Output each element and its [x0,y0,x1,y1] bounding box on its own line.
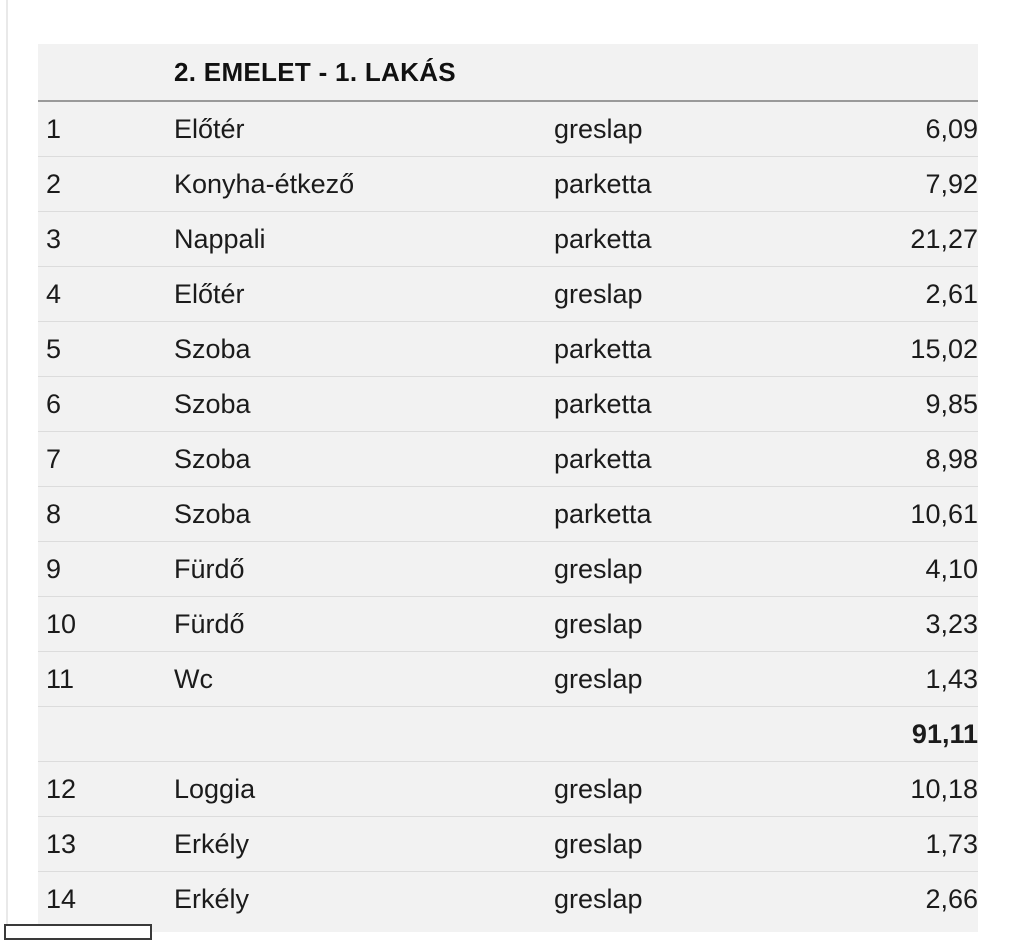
table-row [38,762,986,817]
cell-material: greslap [554,817,854,872]
cell-material: parketta [554,487,854,542]
cell-number: 14 [46,884,77,914]
cell-material: parketta [554,212,854,267]
cell-number: 7 [38,432,174,487]
cell-area: 2,66 [925,884,978,914]
cell-area: 10,61 [854,487,986,542]
cell-number: 5 [38,322,174,377]
table-row [38,542,986,597]
cell-name: Szoba [174,487,554,542]
cell-number: 6 [38,377,174,432]
cell-material: greslap [554,597,854,652]
cell-number: 2 [38,157,174,212]
cell-number: 12 [38,762,174,817]
cell-area: 1,73 [854,817,986,872]
cell-material: parketta [554,322,854,377]
cell-area: 91,11 [854,707,986,762]
cell-name: Wc [174,652,554,707]
table-total-row [38,707,986,762]
cell-area: 2,61 [854,267,986,322]
room-schedule-table-container [38,44,978,932]
cell-number: 1 [38,101,174,157]
table-row [38,322,986,377]
table-header-row [38,44,986,101]
cell-name: Előtér [174,101,554,157]
cell-area: 15,02 [854,322,986,377]
table-row [38,817,986,872]
table-row [38,652,986,707]
cell-material: greslap [554,884,643,914]
cell-area: 9,85 [854,377,986,432]
cell-name: Fürdő [174,542,554,597]
table-row [38,157,986,212]
table-row [38,101,986,157]
table-row [38,267,986,322]
bottom-tab-marker [4,924,152,940]
header-cell-title: 2. EMELET - 1. LAKÁS [174,44,554,101]
cell-number [38,707,174,762]
cell-area: 4,10 [854,542,986,597]
room-schedule-table [38,44,986,926]
cell-material: greslap [554,542,854,597]
cell-area: 8,98 [854,432,986,487]
table-row [38,377,986,432]
cell-name: Nappali [174,212,554,267]
cell-area: 3,23 [854,597,986,652]
table-row [38,432,986,487]
page-left-rule [6,0,8,940]
header-cell-area [854,44,986,101]
cell-material: greslap [554,762,854,817]
cell-area: 1,43 [854,652,986,707]
cell-number: 8 [38,487,174,542]
cell-material [554,707,854,762]
cell-name: Szoba [174,322,554,377]
cell-name [174,707,554,762]
cell-material: greslap [554,101,854,157]
cell-name: Konyha-étkező [174,157,554,212]
cell-name: Loggia [174,762,554,817]
cell-area: 10,18 [854,762,986,817]
table-row [38,597,986,652]
table-row [38,872,986,927]
table-row [38,487,986,542]
cell-number: 10 [38,597,174,652]
room-schedule-body [38,44,986,926]
page-right-margin [978,0,1024,940]
cell-number: 9 [38,542,174,597]
cell-area: 6,09 [854,101,986,157]
cell-name: Szoba [174,432,554,487]
cell-name: Szoba [174,377,554,432]
cell-number: 13 [38,817,174,872]
cell-number: 11 [38,652,174,707]
cell-name: Erkély [174,884,250,914]
cell-material: greslap [554,652,854,707]
cell-name: Fürdő [174,597,554,652]
cell-name: Előtér [174,267,554,322]
cell-number: 4 [38,267,174,322]
cell-material: parketta [554,432,854,487]
header-cell-material [554,44,854,101]
cell-number: 3 [38,212,174,267]
cell-material: greslap [554,267,854,322]
table-row [38,212,986,267]
header-cell-number [38,44,174,101]
cell-name: Erkély [174,817,554,872]
cell-area: 21,27 [854,212,986,267]
cell-material: parketta [554,377,854,432]
cell-material: parketta [554,157,854,212]
cell-area: 7,92 [854,157,986,212]
